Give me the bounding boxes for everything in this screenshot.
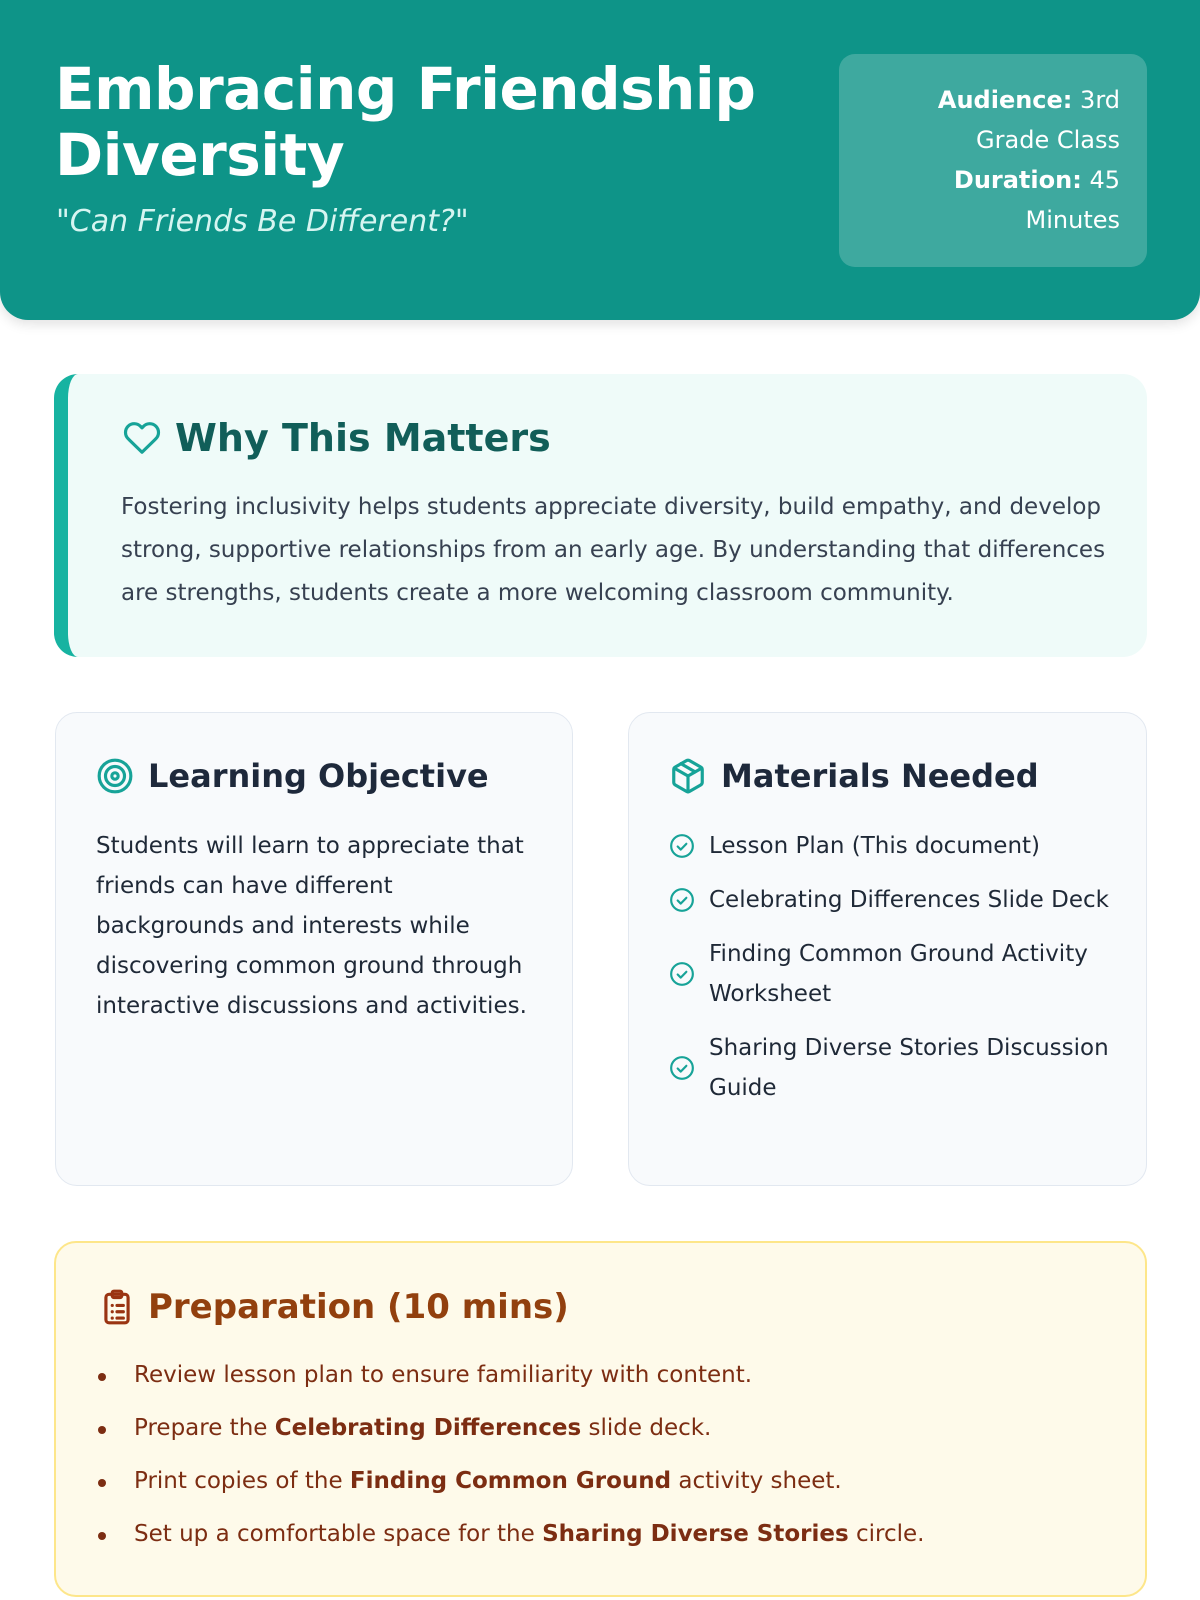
list-item (96, 1355, 1096, 1395)
list-item (669, 826, 1114, 866)
list-item (96, 1461, 1096, 1501)
page-title: Embracing Friendship Diversity (55, 55, 756, 189)
duration-label: Duration: (953, 166, 1082, 194)
prep-text: circle. (848, 1521, 925, 1547)
list-item (669, 934, 1114, 1014)
audience-line (859, 80, 1120, 160)
prep-text: activity sheet. (671, 1468, 842, 1494)
clipboard-icon (98, 1288, 136, 1326)
why-text: Fostering inclusivity helps students appreciate diversity, build empathy, and develop strong, supportive relationships from an early age. By understanding that differences are strengths, students create a more welcoming classroom community. (121, 494, 1106, 606)
why-title: Why This Matters (175, 416, 551, 460)
list-item (96, 1514, 1096, 1554)
prep-text: Set up a comfortable space for the (134, 1521, 543, 1547)
page-subtitle: "Can Friends Be Different?" (56, 204, 469, 239)
materials-card (628, 712, 1147, 1186)
materials-list (669, 826, 1114, 1122)
materials-title: Materials Needed (721, 757, 1039, 795)
prep-text: Print copies of the (134, 1468, 350, 1494)
objective-title: Learning Objective (148, 757, 489, 795)
check-circle-icon (669, 961, 695, 987)
prep-text: Prepare the (134, 1415, 275, 1441)
preparation-list (96, 1355, 1096, 1567)
prep-bold-text: Finding Common Ground (349, 1468, 672, 1494)
heart-icon (123, 419, 161, 457)
prep-bold-text: Sharing Diverse Stories (542, 1521, 849, 1547)
page-header (0, 0, 1200, 320)
list-item (669, 880, 1114, 920)
check-circle-icon (669, 1055, 695, 1081)
audience-label: Audience: (937, 86, 1073, 114)
prep-bold-text: Celebrating Differences (274, 1415, 582, 1441)
prep-text: slide deck. (581, 1415, 712, 1441)
preparation-section (54, 1241, 1147, 1597)
materials-heading (669, 757, 1039, 795)
why-this-matters-section (54, 374, 1147, 657)
material-label: Lesson Plan (This document) (709, 833, 1041, 859)
duration-value: 45 Minutes (1025, 166, 1120, 234)
duration-line (859, 160, 1120, 240)
preparation-title: Preparation (10 mins) (148, 1287, 569, 1327)
preparation-heading (98, 1287, 569, 1327)
list-item (96, 1408, 1096, 1448)
material-label: Celebrating Differences Slide Deck (709, 887, 1109, 913)
lesson-meta-box (839, 54, 1147, 267)
material-label: Sharing Diverse Stories Discussion Guide (709, 1035, 1109, 1101)
prep-text: Review lesson plan to ensure familiarity with content. (134, 1362, 753, 1388)
check-circle-icon (669, 887, 695, 913)
list-item (669, 1028, 1114, 1108)
audience-value: 3rd Grade Class (976, 86, 1120, 154)
material-label: Finding Common Ground Activity Worksheet (709, 941, 1088, 1007)
target-icon (96, 757, 134, 795)
why-heading (123, 416, 551, 460)
objective-heading (96, 757, 489, 795)
box-icon (669, 757, 707, 795)
check-circle-icon (669, 833, 695, 859)
objective-text: Students will learn to appreciate that friends can have different backgrounds and interests while discovering common ground through interactive discussions and activities. (96, 833, 527, 1019)
learning-objective-card (55, 712, 573, 1186)
